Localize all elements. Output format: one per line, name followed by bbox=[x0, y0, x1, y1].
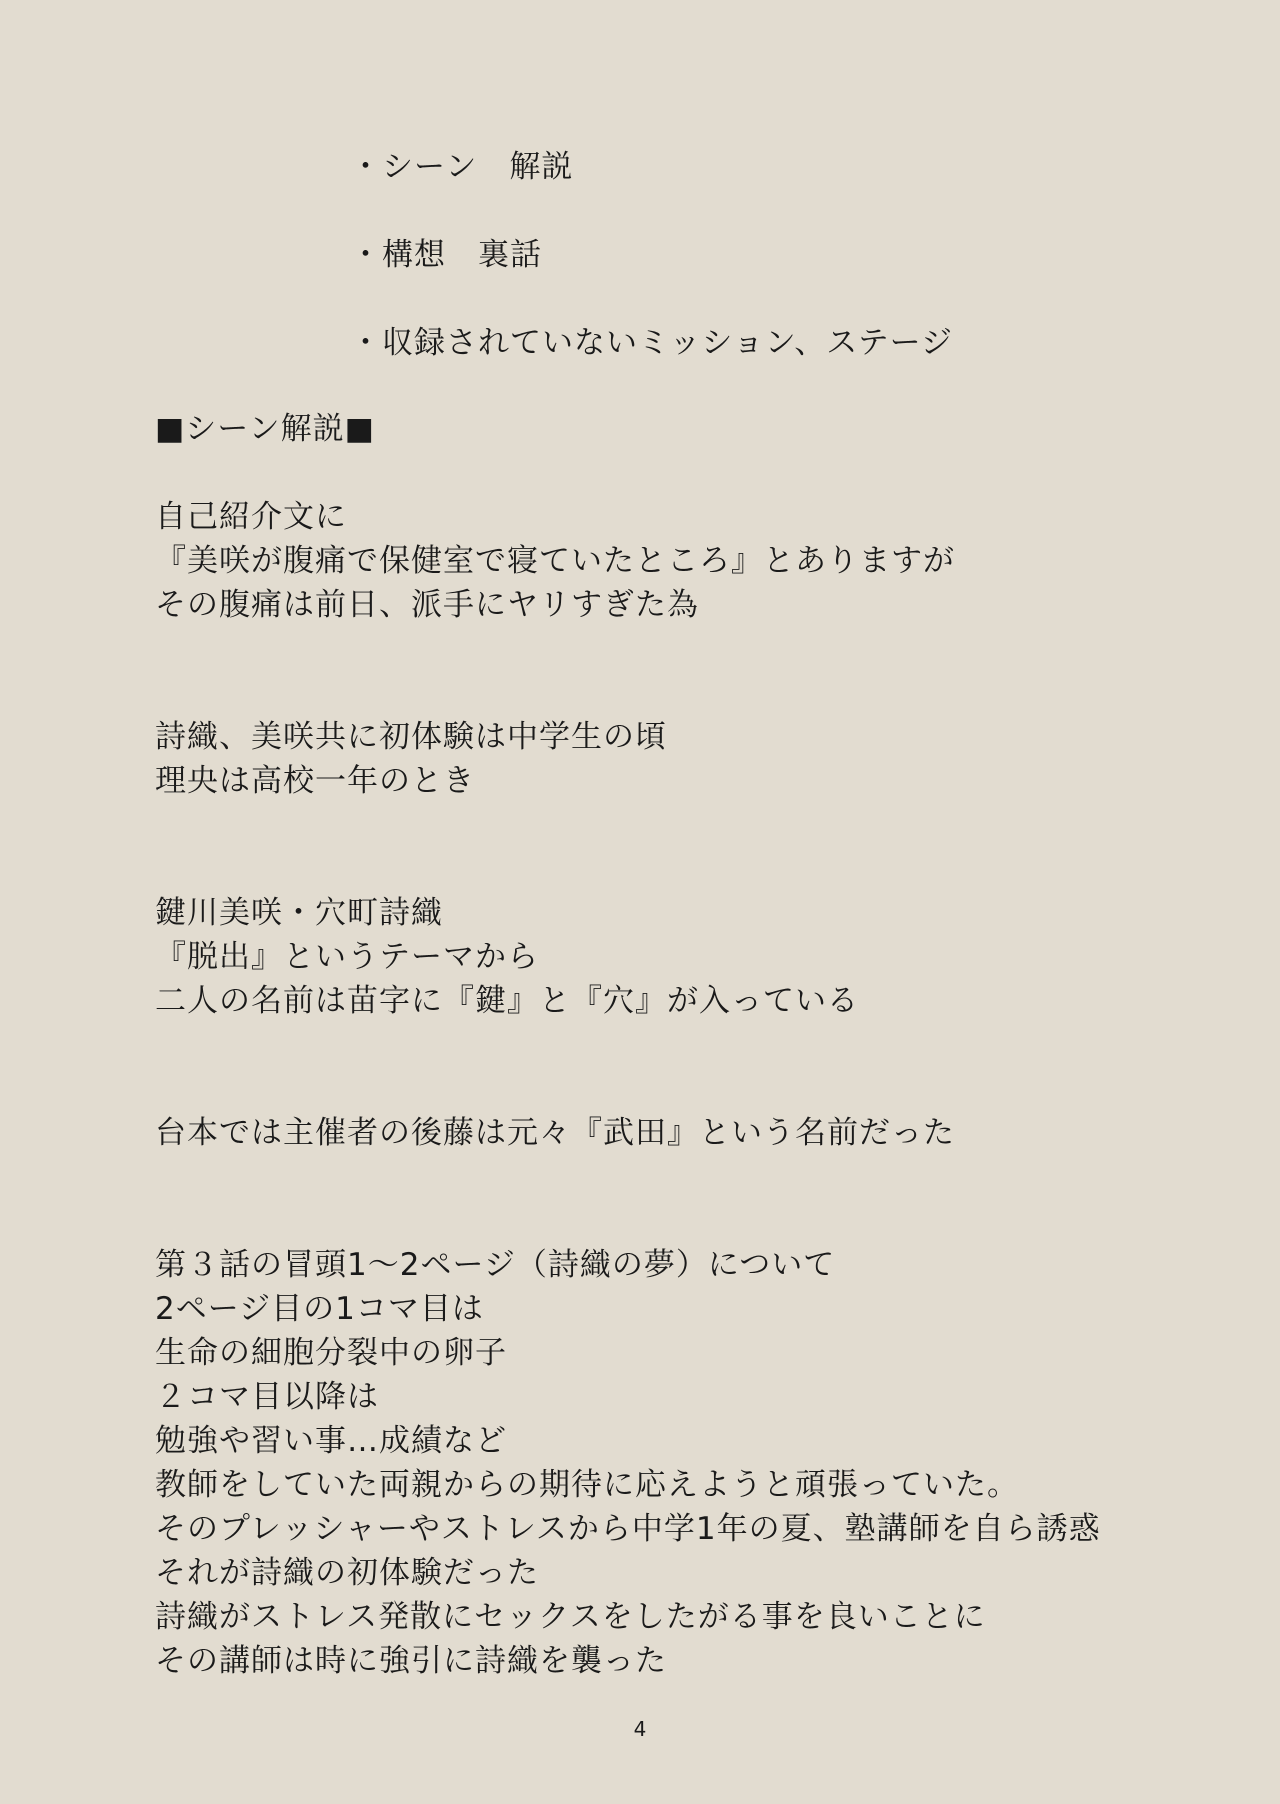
toc-item-unrecorded-missions: ・収録されていないミッション、ステージ bbox=[350, 325, 954, 361]
toc-item-scene-commentary: ・シーン 解説 bbox=[350, 149, 574, 185]
paragraph-line: ２コマ目以降は bbox=[155, 1379, 379, 1415]
paragraph-line: 詩織がストレス発散にセックスをしたがる事を良いことに bbox=[155, 1599, 986, 1635]
paragraph-line: 詩織、美咲共に初体験は中学生の頃 bbox=[155, 719, 667, 755]
paragraph-line: 『美咲が腹痛で保健室で寝ていたところ』とありますが bbox=[155, 543, 955, 579]
paragraph-episode-three bbox=[155, 1243, 1215, 1683]
paragraph-first-experience bbox=[155, 715, 1215, 803]
paragraph-names bbox=[155, 891, 1215, 1023]
paragraph-line: 二人の名前は苗字に『鍵』と『穴』が入っている bbox=[155, 983, 859, 1019]
section-heading: ■シーン解説■ bbox=[155, 411, 375, 447]
paragraph-line: 台本では主催者の後藤は元々『武田』という名前だった bbox=[155, 1115, 955, 1151]
paragraph-line: その講師は時に強引に詩織を襲った bbox=[155, 1643, 667, 1679]
toc-item-concept-backstory: ・構想 裏話 bbox=[350, 237, 542, 273]
paragraph-line: 教師をしていた両親からの期待に応えようと頑張っていた。 bbox=[155, 1467, 1019, 1503]
body-text bbox=[155, 407, 1215, 1683]
paragraph-organizer-name bbox=[155, 1111, 1215, 1155]
table-of-contents bbox=[350, 148, 1150, 412]
paragraph-line: そのプレッシャーやストレスから中学1年の夏、塾講師を自ら誘惑 bbox=[155, 1511, 1101, 1547]
paragraph-line: 理央は高校一年のとき bbox=[155, 763, 475, 799]
paragraph-line: それが詩織の初体験だった bbox=[155, 1555, 539, 1591]
paragraph-line: その腹痛は前日、派手にヤリすぎた為 bbox=[155, 587, 699, 623]
paragraph-line: 『脱出』というテーマから bbox=[155, 939, 539, 975]
paragraph-line: 自己紹介文に bbox=[155, 499, 347, 535]
paragraph-line: 生命の細胞分裂中の卵子 bbox=[155, 1335, 507, 1371]
paragraph-line: 第３話の冒頭1～2ページ（詩織の夢）について bbox=[155, 1247, 836, 1283]
paragraph-line: 2ページ目の1コマ目は bbox=[155, 1291, 484, 1327]
paragraph-self-intro bbox=[155, 495, 1215, 627]
page-number: 4 bbox=[633, 1717, 647, 1741]
paragraph-line: 勉強や習い事…成績など bbox=[155, 1423, 507, 1459]
paragraph-line: 鍵川美咲・穴町詩織 bbox=[155, 895, 443, 931]
